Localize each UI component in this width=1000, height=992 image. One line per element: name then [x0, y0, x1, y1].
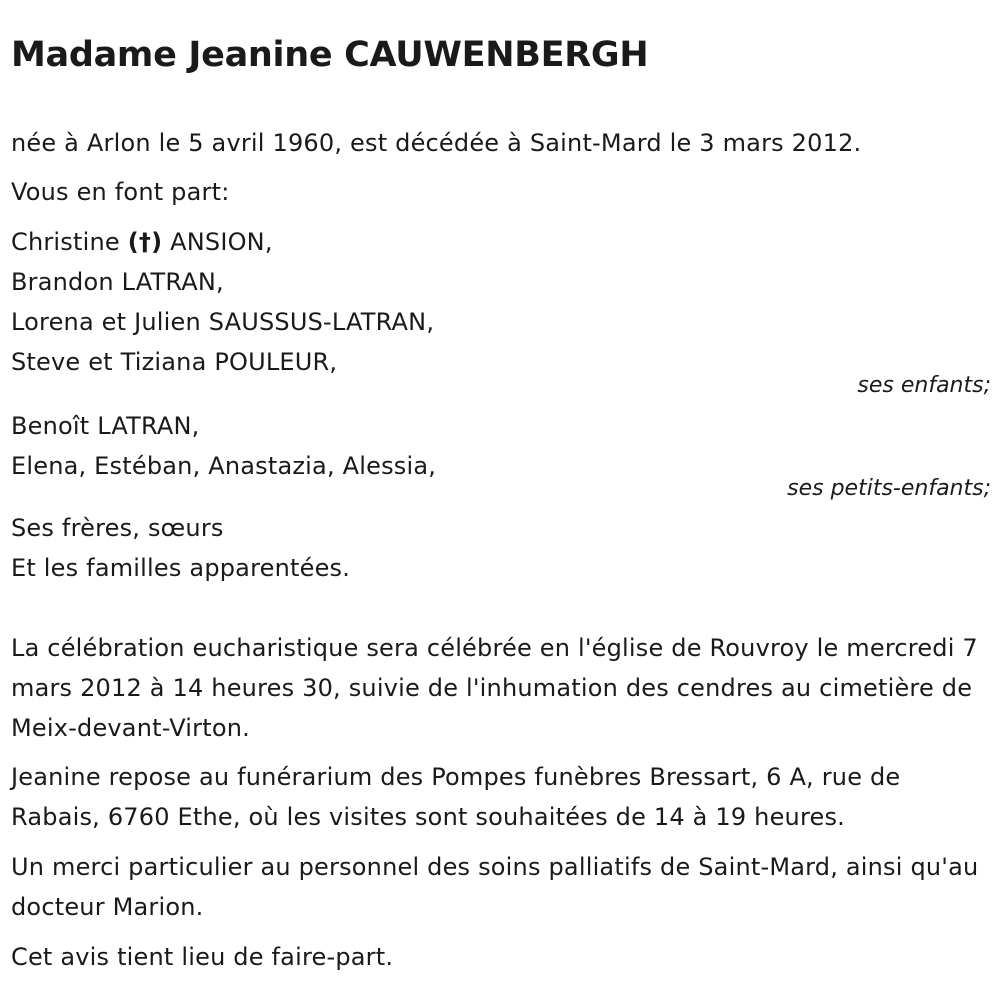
child-surname: ANSION,	[170, 228, 273, 256]
cross-icon: (†)	[127, 228, 163, 256]
family-line: Et les familles apparentées.	[11, 554, 351, 582]
celebration-paragraph: La célébration eucharistique sera célébrée en l'église de Rouvroy le mercredi 7 mars 2012 à 14 heures 30, suivie de l'inhumation des cendres au cimetière de Meix-devant-Virton.	[11, 634, 978, 742]
child-line-christine	[11, 222, 273, 262]
children-relation: ses enfants;	[857, 373, 991, 398]
grandchildren-relation: ses petits-enfants;	[787, 476, 991, 501]
intro-line: Vous en font part:	[11, 178, 230, 206]
grandchild-line: Benoît LATRAN,	[11, 412, 200, 440]
child-first-name: Christine	[11, 228, 120, 256]
visitation-paragraph: Jeanine repose au funérarium des Pompes funèbres Bressart, 6 A, rue de Rabais, 6760 Ethe, où les visites sont souhaitées de 14 à 19 heures.	[11, 763, 901, 831]
birth-death-line: née à Arlon le 5 avril 1960, est décédée à Saint-Mard le 3 mars 2012.	[11, 129, 862, 157]
child-line: Brandon LATRAN,	[11, 268, 224, 296]
notice-title: Madame Jeanine CAUWENBERGH	[11, 35, 649, 75]
thanks-paragraph: Un merci particulier au personnel des soins palliatifs de Saint-Mard, ainsi qu'au docteur Marion.	[11, 853, 979, 921]
closing-line: Cet avis tient lieu de faire-part.	[11, 943, 394, 971]
grandchild-line: Elena, Estéban, Anastazia, Alessia,	[11, 452, 437, 480]
child-line: Lorena et Julien SAUSSUS-LATRAN,	[11, 308, 435, 336]
family-line: Ses frères, sœurs	[11, 514, 224, 542]
child-line: Steve et Tiziana POULEUR,	[11, 348, 338, 376]
